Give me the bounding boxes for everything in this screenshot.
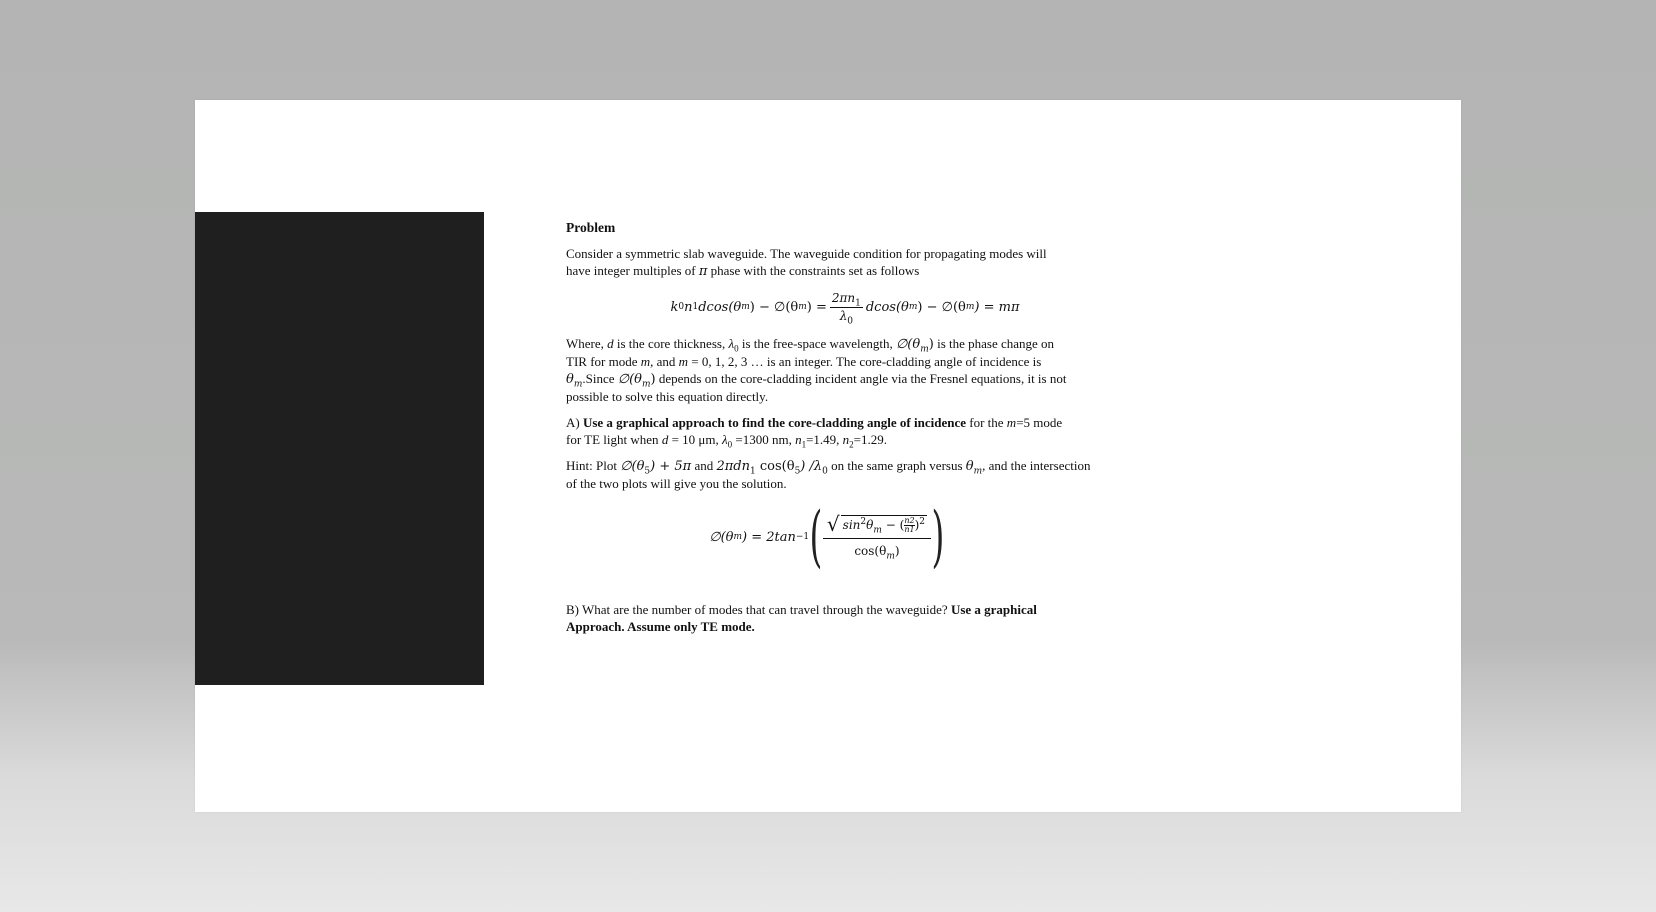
eq2-fraction: √ $\sin^2\theta_m$ − ( $\frac{n2}{n1}$ )$^2$ $\cos(\theta_m)$ — [823, 513, 931, 561]
waveguide-equation: k 0 n 1 dcos(θ m ) − ∅(θ m ) = $\frac{2\pi n_1}{\lambda_0}$ dcos(θ m ) − ∅(θ m ) = mπ — [670, 290, 1020, 326]
problem-heading: Problem — [566, 220, 616, 235]
problem-content — [566, 219, 1106, 644]
part-a-paragraph: A) Use a graphical approach to find the core-cladding angle of incidence for the m=5 mode for TE light when d = 10 μm, $\lambda_0 =1300$ nm, $n_1=1.49$, $n_2=1.29$. — [566, 415, 1063, 450]
hint-paragraph: Hint: Plot $\emptyset(\theta_5) + 5\pi$ and 2πdn$_1$ $\cos(\theta_5)$ $/\lambda_0$ on the same graph versus $\theta_m$, and the intersection of the two plots will give you the solution. — [566, 458, 1091, 491]
document-page — [195, 100, 1461, 812]
part-b-paragraph: B) What are the number of modes that can travel through the waveguide? Use a graphical Approach. Assume only TE mode. — [566, 602, 1037, 634]
redacted-block — [195, 212, 484, 685]
where-paragraph: Where, d is the core thickness, $\lambda_0$ is the free-space wavelength, $\emptyset(\theta_m)$ is the phase change on TIR for mode m, and m = 0, 1, 2, 3 … is an integer. The core-cladding angle of incidence is $\theta_m.Since$ $\emptyset(\theta_m)$ depends on the core-cladding incident angle via the Fresnel equations, it is not possible to solve this equation directly. — [566, 336, 1067, 404]
intro-paragraph: Consider a symmetric slab waveguide. The waveguide condition for propagating modes will have integer multiples of π phase with the constraints set as follows — [566, 246, 1047, 279]
eq1-fraction: $\frac{2\pi n_1}{\lambda_0}$ — [831, 290, 861, 326]
phase-change-equation: ∅(θ m ) = 2tan −1 ( √ $\sin^2\theta_m$ − ( $\frac{n2}{n1}$ )$^2$ $\cos(\theta_m)$ ) — [709, 498, 945, 575]
